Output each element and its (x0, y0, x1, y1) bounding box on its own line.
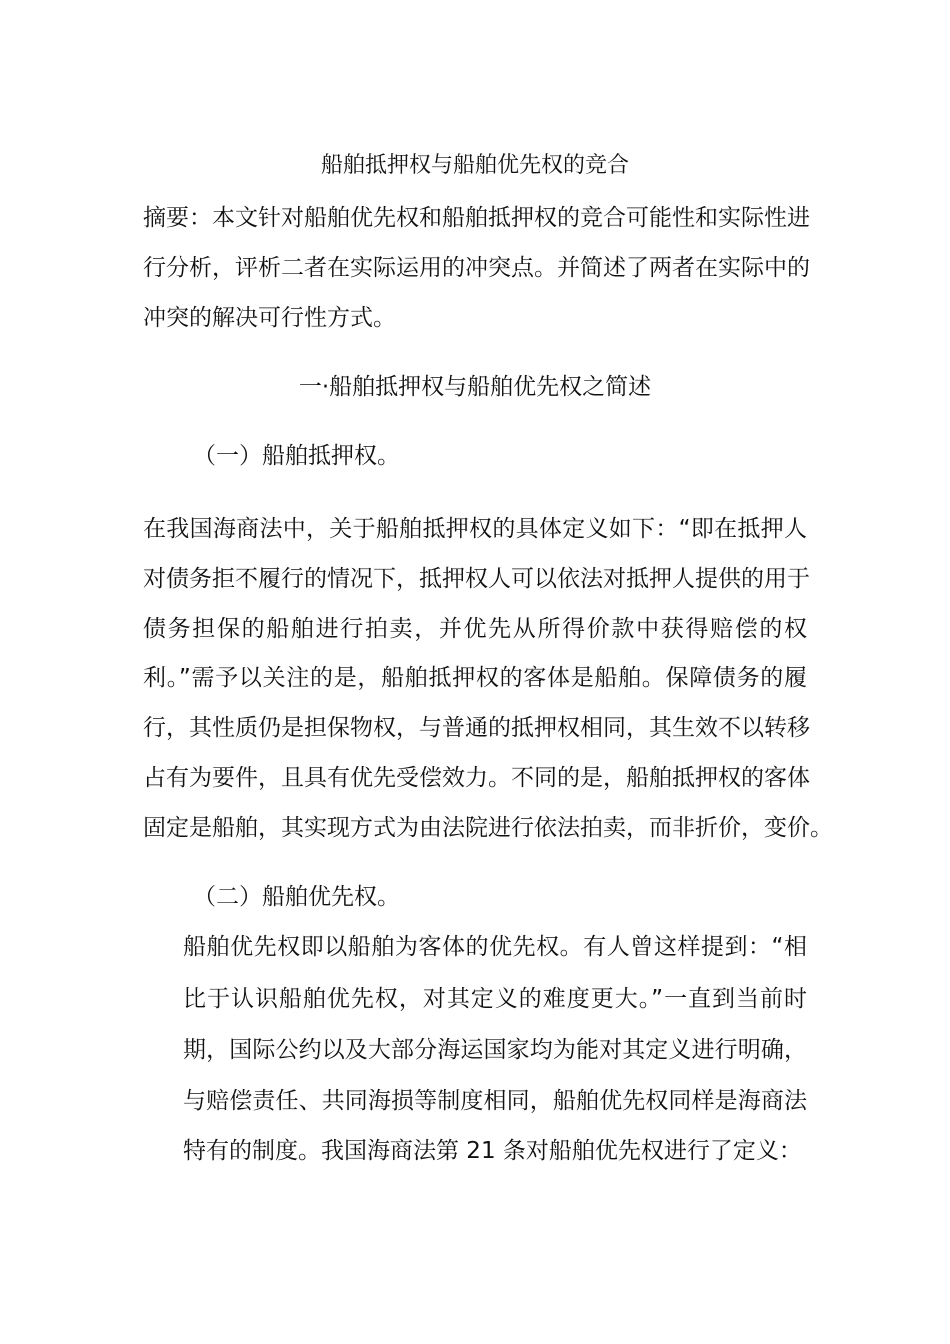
section-1-heading: 一·船舶抵押权与船舶优先权之简述 (298, 374, 652, 400)
sub2-line-3: 期，国际公约以及大部分海运国家均为能对其定义进行明确， (183, 1037, 807, 1063)
sub1-line-3: 债务担保的船舶进行拍卖，并优先从所得价款中获得赔偿的权 (143, 616, 807, 642)
sub2-line-1: 船舶优先权即以船舶为客体的优先权。有人曾这样提到：“相 (183, 934, 807, 960)
abstract-line-2: 行分析，评析二者在实际运用的冲突点。并简述了两者在实际中的 (143, 255, 810, 281)
abstract-line-3: 冲突的解决可行性方式。 (143, 305, 396, 331)
sub2-line-4: 与赔偿责任、共同海损等制度相同，船舶优先权同样是海商法 (183, 1088, 807, 1114)
sub2-line-5: 特有的制度。我国海商法第 21 条对船舶优先权进行了定义： (183, 1138, 802, 1164)
sub1-line-4: 利。”需予以关注的是，船舶抵押权的客体是船舶。保障债务的履 (143, 665, 807, 691)
sub1-line-1: 在我国海商法中，关于船舶抵押权的具体定义如下：“即在抵押人 (143, 516, 807, 542)
sub1-line-5: 行，其性质仍是担保物权，与普通的抵押权相同，其生效不以转移 (143, 715, 810, 741)
sub2-line-2: 比于认识船舶优先权，对其定义的难度更大。”一直到当前时 (183, 986, 807, 1012)
abstract-line-1: 摘要：本文针对船舶优先权和船舶抵押权的竞合可能性和实际性进 (143, 205, 810, 231)
subsection-2-heading: （二）船舶优先权。 (193, 884, 400, 910)
sub1-line-2: 对债务拒不履行的情况下，抵押权人可以依法对抵押人提供的用于 (143, 566, 810, 592)
document-title: 船舶抵押权与船舶优先权的竞合 (320, 153, 629, 178)
subsection-1-heading: （一）船舶抵押权。 (193, 443, 400, 469)
sub1-line-6: 占有为要件，且具有优先受偿效力。不同的是，船舶抵押权的客体 (143, 765, 810, 791)
sub1-line-7: 固定是船舶，其实现方式为由法院进行依法拍卖，而非折价，变价。 (143, 815, 833, 841)
